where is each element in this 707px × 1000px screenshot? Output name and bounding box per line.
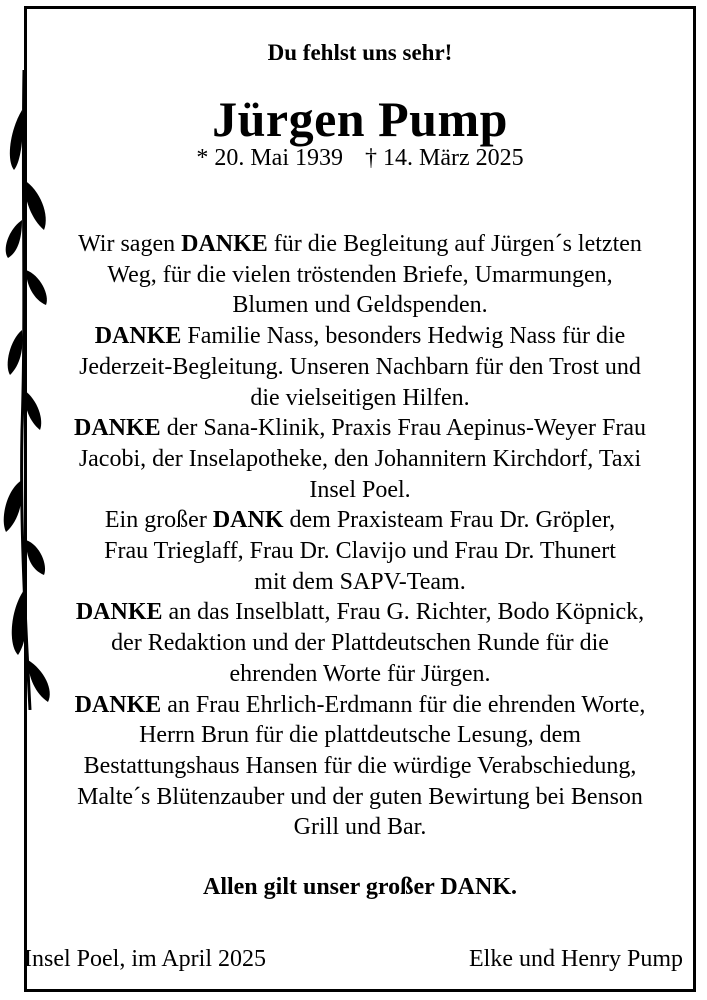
thanks-paragraph: DANKE an Frau Ehrlich-Erdmann für die ehrenden Worte, Herrn Brun für die plattdeutsche Lesung, dem Bestattungshaus Hansen für die würdige Verabschiedung, Malte´s Blütenzauber und der guten Bewirtung bei Benson Grill und Bar. bbox=[74, 691, 646, 841]
closing-line: Allen gilt unser großer DANK. bbox=[202, 874, 517, 900]
birth-date: * 20. Mai 1939 bbox=[196, 145, 344, 171]
signature: Elke und Henry Pump bbox=[469, 946, 683, 972]
thanks-paragraph: DANKE an das Inselblatt, Frau G. Richter, Bodo Köpnick, der Redaktion und der Plattdeutschen Runde für die ehrenden Worte für Jürgen. bbox=[75, 599, 645, 687]
life-dates bbox=[26, 145, 694, 172]
motto: Du fehlst uns sehr! bbox=[267, 40, 453, 65]
thanks-paragraph: DANKE Familie Nass, besonders Hedwig Nass für die Jederzeit-Begleitung. Unseren Nachbarn für den Trost und die vielseitigen Hilfen. bbox=[79, 323, 641, 411]
place-date: Insel Poel, im April 2025 bbox=[24, 946, 266, 972]
thanks-paragraph: DANKE der Sana-Klinik, Praxis Frau Aepinus-Weyer Frau Jacobi, der Inselapotheke, den Johannitern Kirchdorf, Taxi Insel Poel. bbox=[74, 415, 646, 503]
deceased-name: Jürgen Pump bbox=[212, 91, 508, 147]
thanks-paragraph: Wir sagen DANKE für die Begleitung auf Jürgen´s letzten Weg, für die vielen tröstenden Briefe, Umarmungen, Blumen und Geldspenden. bbox=[78, 231, 642, 319]
death-date: † 14. März 2025 bbox=[365, 145, 524, 171]
thanks-text bbox=[26, 229, 694, 843]
thanks-paragraph: Ein großer DANK dem Praxisteam Frau Dr. Gröpler, Frau Trieglaff, Frau Dr. Clavijo und Frau Dr. Thunert mit dem SAPV-Team. bbox=[104, 507, 616, 595]
